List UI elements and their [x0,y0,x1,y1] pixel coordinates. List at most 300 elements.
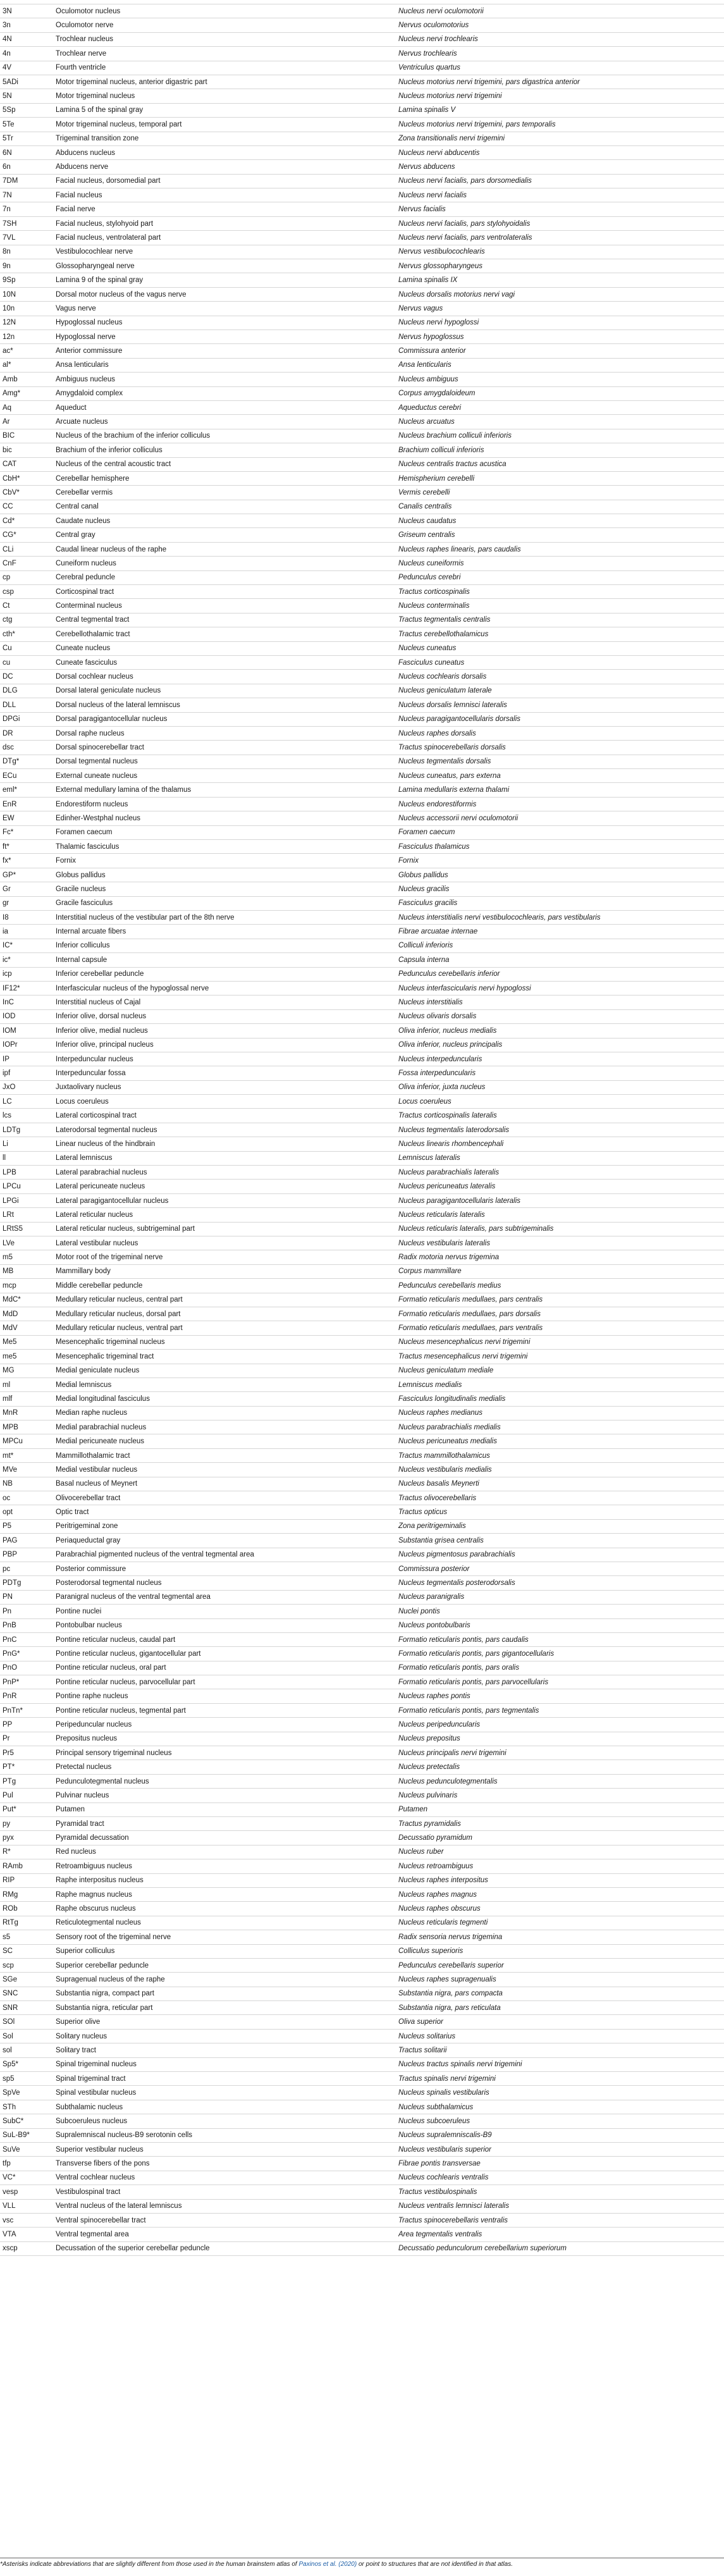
latin-name-cell: Lamina spinalis IX [398,276,458,285]
table-row [0,713,724,727]
latin-name-cell: Nucleus dorsalis motorius nervi vagi [398,290,515,299]
abbreviation-cell: Sol [3,2032,13,2040]
latin-name-cell: Formatio reticularis pontis, pars tegmentalis [398,1706,539,1715]
footnote-citation-link[interactable]: Paxinos et al. (2020) [298,2561,357,2568]
english-name-cell: Median raphe nucleus [56,1409,128,1417]
table-row [0,1661,724,1675]
english-name-cell: Hypoglossal nerve [56,333,116,341]
abbreviation-cell: DPGi [3,715,20,724]
abbreviation-cell: Put* [3,1806,16,1814]
table-row [0,1223,724,1236]
abbreviation-cell: pc [3,1565,11,1573]
abbreviation-cell: gr [3,899,9,908]
table-row [0,1987,724,2001]
latin-name-cell: Zona peritrigeminalis [398,1522,466,1531]
english-name-cell: Trigeminal transition zone [56,135,139,143]
table-row [0,1392,724,1406]
abbreviation-cell: Sp5* [3,2061,18,2069]
abbreviation-cell: LPB [3,1168,16,1176]
latin-name-cell: Tractus corticospinalis lateralis [398,1112,497,1120]
table-row [0,968,724,982]
abbreviation-cell: IC* [3,942,13,950]
table-row [0,528,724,542]
english-name-cell: Olivocerebellar tract [56,1494,121,1502]
latin-name-cell: Canalis centralis [398,503,452,511]
table-row [0,1208,724,1222]
english-name-cell: Inferior cerebellar peduncle [56,970,144,978]
table-row [0,1888,724,1902]
latin-name-cell: Griseum centralis [398,531,455,539]
english-name-cell: Pontine reticular nucleus, gigantocellular part [56,1650,201,1658]
latin-name-cell: Nucleus pontobulbaris [398,1622,470,1630]
latin-name-cell: Locus coeruleus [398,1097,451,1106]
english-name-cell: Decussation of the superior cerebellar peduncle [56,2245,210,2253]
table-row [0,1378,724,1392]
abbreviation-cell: s5 [3,1933,11,1941]
latin-name-cell: Nucleus caudatus [398,517,457,525]
abbreviation-cell: 10N [3,290,16,299]
abbreviation-cell: SGe [3,1975,18,1983]
latin-name-cell: Nucleus subcoeruleus [398,2117,470,2125]
latin-name-cell: Oliva inferior, nucleus medialis [398,1026,497,1035]
table-row [0,1180,724,1193]
table-row [0,160,724,174]
latin-name-cell: Zona transitionalis nervi trigemini [398,135,505,143]
table-row [0,1250,724,1264]
english-name-cell: Amygdaloid complex [56,390,123,398]
table-row [0,585,724,599]
abbreviation-cell: mt* [3,1451,14,1460]
latin-name-cell: Nucleus pretectalis [398,1763,460,1772]
latin-name-cell: Fasciculus longitudinalis medialis [398,1395,506,1403]
latin-name-cell: Tractus corticospinalis [398,588,470,596]
english-name-cell: Facial nucleus [56,191,102,199]
latin-name-cell: Nucleus cuneatus, pars externa [398,772,501,780]
table-row [0,2200,724,2214]
english-name-cell: Foramen caecum [56,829,113,837]
table-row [0,741,724,755]
english-name-cell: Pyramidal decussation [56,1834,129,1842]
english-name-cell: Central tegmental tract [56,616,130,624]
abbreviation-cell: 10n [3,304,15,312]
latin-name-cell: Nucleus raphes obscurus [398,1905,481,1913]
table-row [0,1052,724,1066]
latin-name-cell: Nucleus tractus spinalis nervi trigemini [398,2061,522,2069]
abbreviation-cell: PBP [3,1551,18,1559]
latin-name-cell: Nucleus ruber [398,1848,444,1856]
table-row [0,514,724,528]
english-name-cell: Periaqueductal gray [56,1536,121,1544]
latin-name-cell: Nervus oculomotorius [398,22,469,30]
latin-name-cell: Lamina medullaris externa thalami [398,786,510,794]
abbreviation-cell: LDTg [3,1126,21,1134]
table-row [0,1505,724,1519]
table-row [0,543,724,557]
abbreviation-cell: DC [3,673,13,681]
abbreviation-cell: fx* [3,857,11,865]
latin-name-cell: Nucleus endorestiformis [398,800,477,808]
latin-name-cell: Nucleus pericuneatus medialis [398,1438,497,1446]
latin-name-cell: Lemniscus medialis [398,1381,462,1389]
english-name-cell: Vagus nerve [56,304,96,312]
abbreviation-cell: IOPr [3,1041,18,1049]
abbreviation-cell: cu [3,658,11,667]
latin-name-cell: Tractus mammillothalamicus [398,1451,490,1460]
table-row [0,61,724,75]
latin-name-cell: Oliva inferior, nucleus principalis [398,1041,503,1049]
table-row [0,684,724,698]
latin-name-cell: Nucleus vestibularis superior [398,2145,492,2154]
abbreviation-cell: LRt [3,1211,14,1219]
latin-name-cell: Nucleus brachium colliculi inferioris [398,432,512,440]
table-row [0,1548,724,1562]
abbreviation-cell: tfp [3,2160,11,2168]
english-name-cell: Ansa lenticularis [56,361,109,369]
latin-name-cell: Tractus spinalis nervi trigemini [398,2074,496,2083]
abbreviation-cell: mlf [3,1395,13,1403]
english-name-cell: Facial nucleus, dorsomedial part [56,177,161,185]
abbreviation-cell: 5Te [3,120,15,128]
abbreviation-cell: lcs [3,1112,12,1120]
latin-name-cell: Nucleus centralis tractus acustica [398,460,506,469]
table-row [0,2001,724,2015]
english-name-cell: Dorsal lateral geniculate nucleus [56,687,161,695]
table-row [0,882,724,896]
table-row [0,599,724,613]
abbreviation-cell: ic* [3,956,11,964]
abbreviation-cell: RAmb [3,1862,23,1870]
abbreviation-cell: CAT [3,460,17,469]
latin-name-cell: Nucleus linearis rhombencephali [398,1140,504,1148]
english-name-cell: Lateral reticular nucleus, subtrigeminal part [56,1225,195,1233]
english-name-cell: Pretectal nucleus [56,1763,112,1772]
abbreviation-cell: 3N [3,7,12,15]
abbreviation-cell: LRtS5 [3,1225,23,1233]
latin-name-cell: Fornix [398,857,419,865]
table-row [0,1449,724,1463]
table-row [0,995,724,1009]
english-name-cell: Vestibulocochlear nerve [56,248,133,256]
table-row [0,1038,724,1052]
latin-name-cell: Vermis cerebelli [398,488,450,496]
table-row [0,202,724,216]
english-name-cell: Dorsal raphe nucleus [56,729,125,737]
latin-name-cell: Nucleus ventralis lemnisci lateralis [398,2202,510,2210]
english-name-cell: Dorsal spinocerebellar tract [56,744,144,751]
latin-name-cell: Nervus abducens [398,163,455,171]
abbreviation-cell: PnR [3,1692,17,1701]
table-footnote [0,2558,724,2568]
table-row [0,953,724,967]
latin-name-cell: Nucleus tegmentalis dorsalis [398,758,491,766]
abbreviation-cell: MnR [3,1409,18,1417]
abbreviation-cell: BIC [3,432,15,440]
latin-name-cell: Aqueductus cerebri [398,404,462,412]
latin-name-cell: Nucleus cuneatus [398,644,457,653]
table-row [0,854,724,868]
abbreviation-cell: SuVe [3,2145,20,2154]
english-name-cell: External medullary lamina of the thalamus [56,786,192,794]
table-row [0,1152,724,1166]
latin-name-cell: Nucleus raphes magnus [398,1890,477,1899]
latin-name-cell: Tractus opticus [398,1508,448,1517]
english-name-cell: Nucleus of the central acoustic tract [56,460,171,469]
latin-name-cell: Nucleus paragigantocellularis lateralis [398,1197,521,1205]
abbreviation-cell: Pul [3,1791,13,1799]
english-name-cell: Dorsal tegmental nucleus [56,758,138,766]
table-row [0,1109,724,1123]
latin-name-cell: Area tegmentalis ventralis [398,2231,482,2239]
latin-name-cell: Nucleus solitarius [398,2032,456,2040]
english-name-cell: Putamen [56,1806,85,1814]
english-name-cell: Medial pericuneate nucleus [56,1438,145,1446]
table-row [0,1732,724,1746]
abbreviation-cell: 5Sp [3,106,16,114]
abbreviation-cell: DTg* [3,758,20,766]
abbreviation-cell: oc [3,1494,11,1502]
table-row [0,727,724,741]
abbreviation-cell: 12N [3,319,16,327]
latin-name-cell: Nucleus tegmentalis laterodorsalis [398,1126,510,1134]
latin-name-cell: Nucleus basalis Meynerti [398,1480,479,1488]
latin-name-cell: Tractus mesencephalicus nervi trigemini [398,1352,528,1360]
latin-name-cell: Nucleus accessorii nervi oculomotorii [398,814,518,822]
latin-name-cell: Nucleus principalis nervi trigemini [398,1749,506,1757]
abbreviation-cell: MPCu [3,1438,23,1446]
latin-name-cell: Formatio reticularis medullaes, pars dorsalis [398,1310,541,1318]
table-row [0,1534,724,1548]
abbreviation-cell: SubC* [3,2117,24,2125]
table-row [0,826,724,840]
english-name-cell: Lateral paragigantocellular nucleus [56,1197,169,1205]
abbreviation-cell: SC [3,1947,13,1956]
table-row [0,2072,724,2086]
abbreviation-cell: 6n [3,163,11,171]
abbreviation-cell: IOD [3,1013,16,1021]
latin-name-cell: Fibrae pontis transversae [398,2160,481,2168]
latin-name-cell: Nucleus nervi facialis, pars stylohyoidalis [398,219,531,228]
english-name-cell: Pulvinar nucleus [56,1791,109,1799]
table-row [0,897,724,911]
english-name-cell: Lamina 5 of the spinal gray [56,106,144,114]
latin-name-cell: Formatio reticularis medullaes, pars centralis [398,1296,543,1304]
english-name-cell: Optic tract [56,1508,89,1517]
table-row [0,1420,724,1434]
english-name-cell: Cerebellar hemisphere [56,474,130,483]
abbreviation-cell: ipf [3,1069,11,1077]
abbreviation-cell: IF12* [3,984,20,992]
english-name-cell: Pontobulbar nucleus [56,1622,122,1630]
latin-name-cell: Pedunculus cerebellaris superior [398,1961,504,1969]
english-name-cell: Nucleus of the brachium of the inferior colliculus [56,432,211,440]
latin-name-cell: Formatio reticularis pontis, pars oralis [398,1664,520,1672]
abbreviation-cell: EW [3,814,15,822]
abbreviation-cell: MVe [3,1465,18,1474]
latin-name-cell: Putamen [398,1806,428,1814]
abbreviation-cell: LC [3,1097,12,1106]
abbreviation-cell: 5ADi [3,78,18,86]
abbreviation-cell: SOl [3,2018,15,2026]
latin-name-cell: Oliva inferior, juxta nucleus [398,1083,486,1092]
abbreviation-cell: 4V [3,64,12,72]
english-name-cell: Internal arcuate fibers [56,928,126,936]
table-row [0,557,724,570]
table-row [0,415,724,429]
abbreviation-cell: NB [3,1480,13,1488]
abbreviation-cell: GP* [3,871,16,879]
abbreviation-cell: SuL-B9* [3,2131,30,2140]
abbreviation-cell: Pn [3,1607,12,1615]
table-row [0,486,724,500]
english-name-cell: Dorsal motor nucleus of the vagus nerve [56,290,187,299]
abbreviation-cell: Gr [3,885,11,893]
english-name-cell: Inferior olive, principal nucleus [56,1041,154,1049]
latin-name-cell: Lemniscus lateralis [398,1154,460,1162]
latin-name-cell: Nucleus reticularis lateralis [398,1211,485,1219]
latin-name-cell: Nucleus cochlearis ventralis [398,2174,489,2182]
footnote-text: *Asterisks indicate abbreviations that are slightly different from those used in the human brainstem atlas of [0,2561,299,2568]
table-row [0,783,724,797]
latin-name-cell: Tractus spinocerebellaris dorsalis [398,744,506,751]
english-name-cell: Superior olive [56,2018,101,2026]
english-name-cell: Substantia nigra, compact part [56,1990,154,1998]
latin-name-cell: Nucleus cuneiformis [398,559,464,567]
latin-name-cell: Nucleus pedunculotegmentalis [398,1777,498,1785]
english-name-cell: Medullary reticular nucleus, dorsal part [56,1310,181,1318]
table-row [0,1123,724,1137]
english-name-cell: Peripeduncular nucleus [56,1720,132,1729]
english-name-cell: Interstitial nucleus of the vestibular part of the 8th nerve [56,913,235,921]
english-name-cell: Pontine reticular nucleus, parvocellular part [56,1678,195,1686]
abbreviation-cell: MG [3,1367,15,1375]
english-name-cell: Medial geniculate nucleus [56,1367,140,1375]
table-row [0,1477,724,1491]
english-name-cell: Globus pallidus [56,871,106,879]
table-row [0,2030,724,2043]
abbreviation-cell: ctg [3,616,13,624]
english-name-cell: Ventral cochlear nucleus [56,2174,135,2182]
latin-name-cell: Tractus olivocerebellaris [398,1494,477,1502]
abbreviation-cell: cth* [3,630,15,638]
latin-name-cell: Formatio reticularis pontis, pars gigantocellularis [398,1650,555,1658]
english-name-cell: Transverse fibers of the pons [56,2160,150,2168]
abbreviation-cell: Fc* [3,829,14,837]
table-row [0,2086,724,2100]
english-name-cell: Internal capsule [56,956,107,964]
english-name-cell: Posterior commissure [56,1565,126,1573]
english-name-cell: Locus coeruleus [56,1097,109,1106]
latin-name-cell: Nervus facialis [398,206,446,214]
abbreviation-cell: me5 [3,1352,17,1360]
table-row [0,627,724,641]
abbreviation-cell: Aq [3,404,12,412]
english-name-cell: Ambiguus nucleus [56,375,115,383]
table-row [0,1605,724,1618]
table-row [0,1704,724,1718]
english-name-cell: Inferior colliculus [56,942,110,950]
english-name-cell: Solitary nucleus [56,2032,107,2040]
abbreviation-cell: RMg [3,1890,18,1899]
abbreviation-cell: csp [3,588,14,596]
abbreviation-cell: py [3,1820,11,1828]
table-row [0,500,724,514]
english-name-cell: Cerebellothalamic tract [56,630,130,638]
table-row [0,259,724,273]
latin-name-cell: Nucleus pulvinaris [398,1791,458,1799]
latin-name-cell: Formatio reticularis pontis, pars parvocellularis [398,1678,549,1686]
table-row [0,868,724,882]
latin-name-cell: Nucleus nervi oculomotorii [398,7,484,15]
abbreviation-cell: PnP* [3,1678,20,1686]
english-name-cell: Posterodorsal tegmental nucleus [56,1579,162,1587]
latin-name-cell: Substantia nigra, pars compacta [398,1990,503,1998]
english-name-cell: Arcuate nucleus [56,418,108,426]
latin-name-cell: Capsula interna [398,956,450,964]
abbreviation-cell: vesp [3,2188,18,2196]
english-name-cell: Superior vestibular nucleus [56,2145,144,2154]
english-name-cell: Medullary reticular nucleus, central part [56,1296,183,1304]
table-row [0,373,724,386]
abbreviation-cell: VTA [3,2231,16,2239]
latin-name-cell: Nucleus ambiguus [398,375,458,383]
table-row [0,1194,724,1208]
english-name-cell: Corticospinal tract [56,588,114,596]
table-row [0,1859,724,1873]
latin-name-cell: Nucleus motorius nervi trigemini [398,92,502,101]
latin-name-cell: Hemispherium cerebelli [398,474,475,483]
english-name-cell: Principal sensory trigeminal nucleus [56,1749,172,1757]
english-name-cell: Red nucleus [56,1848,96,1856]
english-name-cell: Dorsal nucleus of the lateral lemniscus [56,701,180,709]
english-name-cell: Cuneate fasciculus [56,658,118,667]
abbreviation-cell: RtTg [3,1919,18,1927]
abbreviation-cell: 3n [3,22,11,30]
abbreviation-cell: ECu [3,772,17,780]
latin-name-cell: Tractus solitarii [398,2046,447,2054]
abbreviation-cell: SNC [3,1990,18,1998]
english-name-cell: Supragenual nucleus of the raphe [56,1975,165,1983]
english-name-cell: Pontine reticular nucleus, oral part [56,1664,166,1672]
english-name-cell: Retroambiguus nucleus [56,1862,132,1870]
abbreviation-cell: LPGi [3,1197,19,1205]
table-row [0,2100,724,2114]
table-row [0,1817,724,1831]
table-row [0,217,724,231]
latin-name-cell: Nucleus olivaris dorsalis [398,1013,477,1021]
table-row [0,642,724,656]
latin-name-cell: Nucleus nervi facialis [398,191,467,199]
english-name-cell: Motor trigeminal nucleus, anterior digastric part [56,78,207,86]
abbreviation-cell: PnTn* [3,1706,23,1715]
english-name-cell: Spinal trigeminal tract [56,2074,126,2083]
latin-name-cell: Nucleus raphes dorsalis [398,729,476,737]
latin-name-cell: Nucleus supralemniscalis-B9 [398,2131,492,2140]
table-row [0,769,724,783]
abbreviation-cell: 9n [3,262,11,270]
table-row [0,571,724,585]
english-name-cell: Central canal [56,503,99,511]
latin-name-cell: Nucleus prepositus [398,1735,460,1743]
abbreviation-cell: Ar [3,418,10,426]
table-row [0,443,724,457]
english-name-cell: Supralemniscal nucleus-B9 serotonin cells [56,2131,193,2140]
english-name-cell: Medial longitudinal fasciculus [56,1395,150,1403]
abbreviation-cell: I8 [3,913,9,921]
table-row [0,1166,724,1180]
abbreviation-cell: PP [3,1720,13,1729]
abbreviation-cell: al* [3,361,11,369]
table-row [0,231,724,245]
